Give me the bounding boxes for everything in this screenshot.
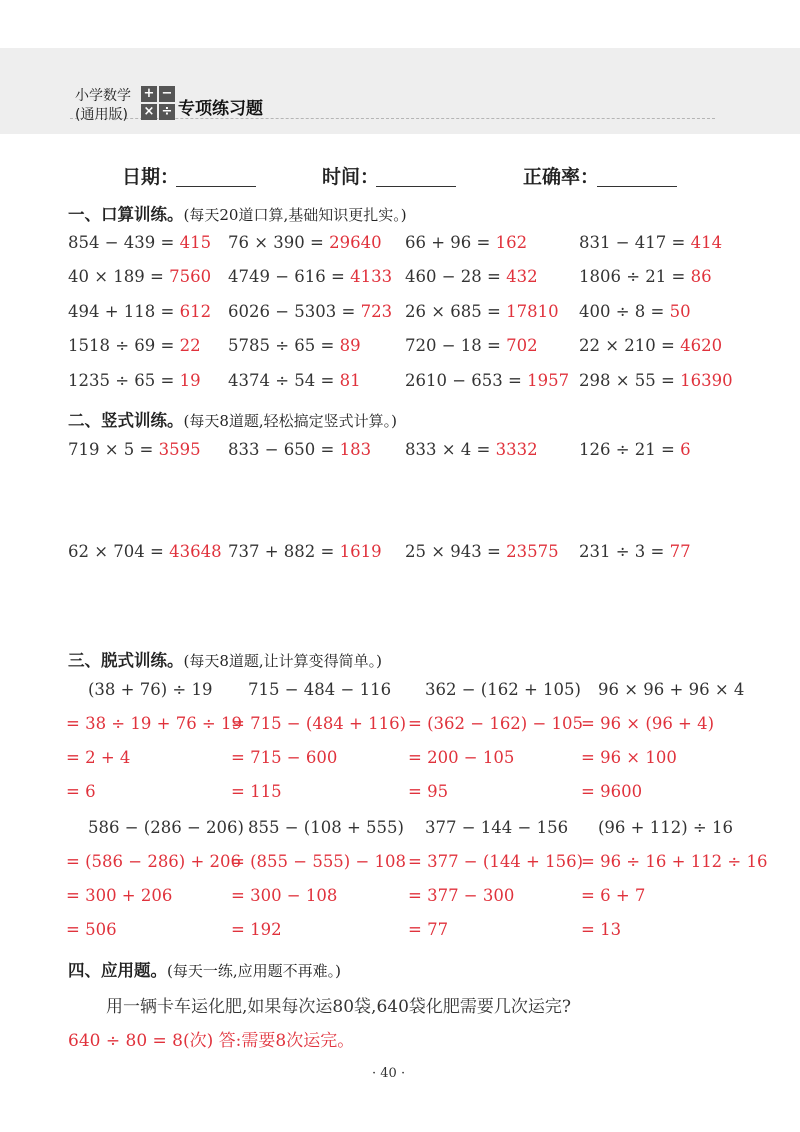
calc-step: = 2 + 4 — [66, 748, 131, 767]
equation-answer: 43648 — [169, 542, 222, 561]
expression: 377 − 144 − 156 — [425, 818, 569, 837]
equation-answer: 3332 — [495, 440, 538, 459]
equation-answer: 432 — [506, 267, 538, 286]
equation-question: 40 × 189 = — [68, 267, 164, 286]
equation-answer: 414 — [690, 233, 723, 252]
equation-question: 737 + 882 = — [228, 542, 335, 561]
equation-question: 833 − 650 = — [228, 440, 335, 459]
calc-step: = 96 × (96 + 4) — [581, 714, 715, 733]
equation-answer: 1619 — [339, 542, 382, 561]
times-icon: × — [141, 104, 157, 120]
equation-question: 1806 ÷ 21 = — [579, 267, 686, 286]
equation — [68, 233, 211, 252]
section3-note: (每天8道题,让计算变得简单。) — [183, 652, 383, 670]
equation-answer: 6 — [680, 440, 691, 459]
equation-question: 720 − 18 = — [405, 336, 501, 355]
equation-answer: 50 — [669, 302, 691, 321]
equation — [228, 302, 392, 321]
equation-answer: 415 — [179, 233, 212, 252]
equation — [68, 302, 211, 321]
equation-question: 719 × 5 = — [68, 440, 154, 459]
section3-title: 三、脱式训练。 — [68, 651, 184, 670]
section1-heading — [68, 201, 407, 225]
equation — [68, 542, 222, 561]
accuracy-label: 正确率： — [523, 166, 600, 188]
equation-answer: 16390 — [680, 371, 733, 390]
equation-answer: 17810 — [506, 302, 559, 321]
equation-question: 231 ÷ 3 = — [579, 542, 665, 561]
equation-answer: 3595 — [158, 440, 201, 459]
equation-answer: 7560 — [169, 267, 212, 286]
calc-step: = 715 − (484 + 116) — [231, 714, 407, 733]
date-blank — [176, 185, 256, 187]
expression: 362 − (162 + 105) — [425, 680, 581, 699]
equation-question: 298 × 55 = — [579, 371, 675, 390]
equation — [405, 542, 559, 561]
equation-question: 831 − 417 = — [579, 233, 686, 252]
equation-answer: 4133 — [350, 267, 393, 286]
calc-step: = 300 + 206 — [66, 886, 173, 905]
minus-icon: − — [159, 86, 175, 102]
section1-note: (每天20道口算,基础知识更扎实。) — [183, 206, 407, 224]
equation-question: 460 − 28 = — [405, 267, 501, 286]
plus-icon: + — [141, 86, 157, 102]
equation-question: 400 ÷ 8 = — [579, 302, 665, 321]
equation — [68, 371, 201, 390]
calc-step: = 96 ÷ 16 + 112 ÷ 16 — [581, 852, 768, 871]
expression: 586 − (286 − 206) — [88, 818, 244, 837]
equation — [405, 233, 527, 252]
expression: 855 − (108 + 555) — [248, 818, 404, 837]
equation — [228, 542, 382, 561]
equation — [228, 336, 361, 355]
equation — [579, 440, 691, 459]
header-title: 专项练习题 — [178, 99, 263, 119]
equation-answer: 162 — [495, 233, 528, 252]
equation-answer: 22 — [179, 336, 201, 355]
equation-question: 2610 − 653 = — [405, 371, 522, 390]
equation-answer: 702 — [506, 336, 538, 355]
equation — [405, 336, 538, 355]
equation-question: 1518 ÷ 69 = — [68, 336, 175, 355]
page-number: · 40 · — [372, 1066, 406, 1081]
expression: (96 + 112) ÷ 16 — [598, 818, 733, 837]
section4-title: 四、应用题。 — [68, 961, 167, 980]
equation — [405, 267, 538, 286]
equation-answer: 77 — [669, 542, 691, 561]
equation — [579, 371, 733, 390]
calc-step: = (586 − 286) + 206 — [66, 852, 242, 871]
equation-question: 5785 ÷ 65 = — [228, 336, 335, 355]
calc-step: = 300 − 108 — [231, 886, 338, 905]
equation — [68, 336, 201, 355]
time-blank — [376, 185, 456, 187]
calc-step: = (362 − 162) − 105 — [408, 714, 584, 733]
equation-question: 126 ÷ 21 = — [579, 440, 675, 459]
calc-step: = 6 — [66, 782, 96, 801]
equation — [228, 233, 382, 252]
section4-note: (每天一练,应用题不再难。) — [167, 962, 341, 980]
expression: (38 + 76) ÷ 19 — [88, 680, 213, 699]
equation-answer: 19 — [179, 371, 201, 390]
equation-question: 22 × 210 = — [579, 336, 675, 355]
equation-answer: 81 — [339, 371, 361, 390]
equation-answer: 183 — [339, 440, 372, 459]
equation-question: 4374 ÷ 54 = — [228, 371, 335, 390]
expression: 715 − 484 − 116 — [248, 680, 392, 699]
section1-title: 一、口算训练。 — [68, 205, 184, 224]
equation-question: 25 × 943 = — [405, 542, 501, 561]
calc-step: = 38 ÷ 19 + 76 ÷ 19 — [66, 714, 242, 733]
word-problem-text: 用一辆卡车运化肥,如果每次运80袋,640袋化肥需要几次运完? — [106, 997, 572, 1017]
calc-step: = 6 + 7 — [581, 886, 646, 905]
equation — [405, 440, 538, 459]
equation-question: 833 × 4 = — [405, 440, 491, 459]
equation — [68, 267, 211, 286]
equation-question: 66 + 96 = — [405, 233, 491, 252]
equation-question: 494 + 118 = — [68, 302, 175, 321]
equation-question: 854 − 439 = — [68, 233, 175, 252]
equation-question: 62 × 704 = — [68, 542, 164, 561]
equation-question: 6026 − 5303 = — [228, 302, 356, 321]
section4-heading — [68, 957, 341, 981]
expression: 96 × 96 + 96 × 4 — [598, 680, 745, 699]
equation-answer: 29640 — [329, 233, 382, 252]
equation-answer: 86 — [690, 267, 712, 286]
section2-heading — [68, 407, 397, 431]
date-label: 日期： — [122, 166, 180, 188]
equation — [579, 336, 722, 355]
equation-question: 4749 − 616 = — [228, 267, 345, 286]
section2-title: 二、竖式训练。 — [68, 411, 184, 430]
section2-note: (每天8道题,轻松搞定竖式计算。) — [183, 412, 398, 430]
calc-step: = 192 — [231, 920, 282, 939]
calc-step: = 377 − (144 + 156) — [408, 852, 584, 871]
header-subject: 小学数学 — [75, 88, 131, 104]
calc-step: = 96 × 100 — [581, 748, 677, 767]
calc-step: = (855 − 555) − 108 — [231, 852, 407, 871]
calc-step: = 506 — [66, 920, 117, 939]
equation-answer: 1957 — [527, 371, 570, 390]
divide-icon: ÷ — [159, 104, 175, 120]
calc-step: = 200 − 105 — [408, 748, 515, 767]
calc-step: = 377 − 300 — [408, 886, 515, 905]
equation — [579, 542, 691, 561]
equation — [228, 371, 361, 390]
equation — [579, 302, 691, 321]
equation — [579, 267, 712, 286]
equation-answer: 4620 — [680, 336, 723, 355]
calc-step: = 115 — [231, 782, 282, 801]
accuracy-blank — [597, 185, 677, 187]
equation-answer: 23575 — [506, 542, 559, 561]
equation-answer: 723 — [360, 302, 393, 321]
calc-step: = 715 − 600 — [231, 748, 338, 767]
header-edition: (通用版) — [75, 107, 128, 123]
equation-question: 26 × 685 = — [405, 302, 501, 321]
equation-question: 1235 ÷ 65 = — [68, 371, 175, 390]
equation — [68, 440, 201, 459]
operator-icon — [141, 86, 175, 120]
equation-question: 76 × 390 = — [228, 233, 324, 252]
word-problem-answer: 640 ÷ 80 = 8(次) 答:需要8次运完。 — [68, 1031, 355, 1051]
time-label: 时间： — [322, 166, 380, 188]
equation — [228, 267, 392, 286]
equation — [405, 302, 559, 321]
calc-step: = 95 — [408, 782, 449, 801]
equation-answer: 612 — [179, 302, 212, 321]
equation — [228, 440, 371, 459]
equation — [405, 371, 569, 390]
equation-answer: 89 — [339, 336, 361, 355]
calc-step: = 77 — [408, 920, 449, 939]
calc-step: = 9600 — [581, 782, 643, 801]
section3-heading — [68, 647, 382, 671]
equation — [579, 233, 722, 252]
calc-step: = 13 — [581, 920, 622, 939]
